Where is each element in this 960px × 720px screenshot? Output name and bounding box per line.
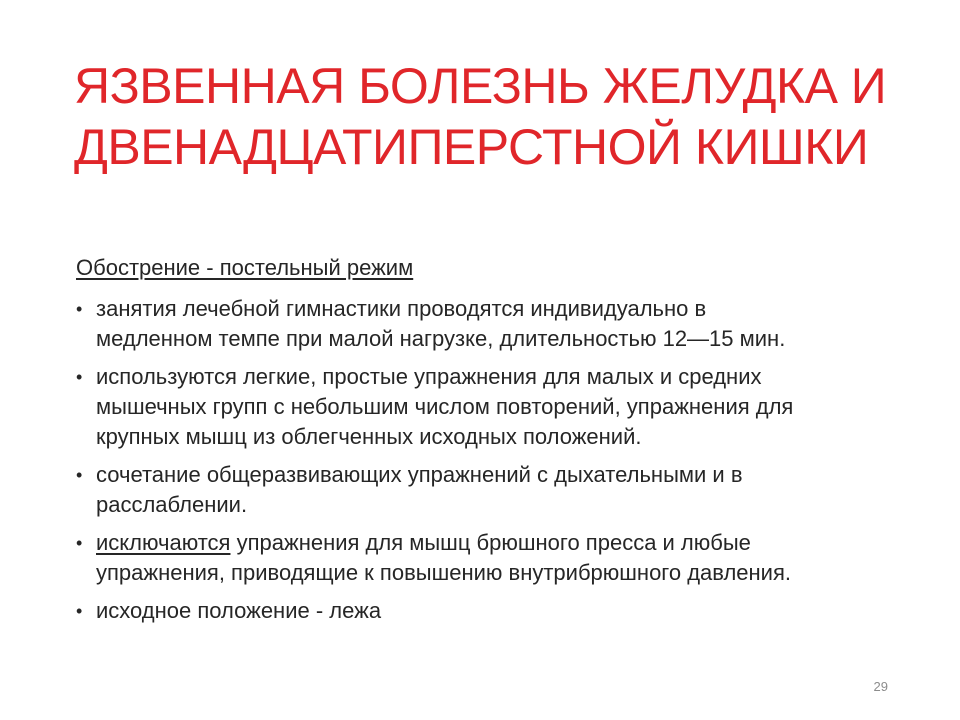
page-number: 29 <box>873 679 888 694</box>
bullet-text <box>96 460 946 520</box>
bullet-line-rest: упражнения для мышц брюшного пресса и любые <box>230 530 751 555</box>
slide-title-line-1: ЯЗВЕННАЯ БОЛЕЗНЬ ЖЕЛУДКА И <box>74 58 887 114</box>
bullet-list <box>76 294 946 634</box>
subheading: Обострение - постельный режим <box>76 255 414 280</box>
bullet-line: занятия лечебной гимнастики проводятся индивидуально в <box>96 296 707 321</box>
bullet-line: упражнения, приводящие к повышению внутрибрюшного давления. <box>96 560 791 585</box>
bullet-icon: • <box>76 601 83 621</box>
bullet-icon: • <box>76 533 83 553</box>
bullet-line: исходное положение - лежа <box>96 598 382 623</box>
bullet-item <box>76 460 946 520</box>
bullet-line: расслаблении. <box>96 492 248 517</box>
bullet-icon: • <box>76 367 83 387</box>
bullet-line <box>96 528 946 558</box>
bullet-text <box>96 294 946 354</box>
bullet-line: используются легкие, простые упражнения для малых и средних <box>96 364 762 389</box>
bullet-item <box>76 596 946 626</box>
bullet-line: крупных мышц из облегченных исходных положений. <box>96 424 642 449</box>
bullet-icon: • <box>76 299 83 319</box>
slide-title-line-2: ДВЕНАДЦАТИПЕРСТНОЙ КИШКИ <box>74 119 869 175</box>
bullet-text <box>96 596 946 626</box>
bullet-line: медленном темпе при малой нагрузке, длительностью 12—15 мин. <box>96 326 786 351</box>
bullet-text <box>96 528 946 588</box>
emphasized-word: исключаются <box>96 530 231 555</box>
slide-title <box>74 56 924 178</box>
bullet-item <box>76 362 946 452</box>
bullet-text <box>96 362 946 452</box>
bullet-item <box>76 528 946 588</box>
bullet-line: сочетание общеразвивающих упражнений с дыхательными и в <box>96 462 743 487</box>
bullet-icon: • <box>76 465 83 485</box>
bullet-item <box>76 294 946 354</box>
bullet-line: мышечных групп с небольшим числом повторений, упражнения для <box>96 394 794 419</box>
